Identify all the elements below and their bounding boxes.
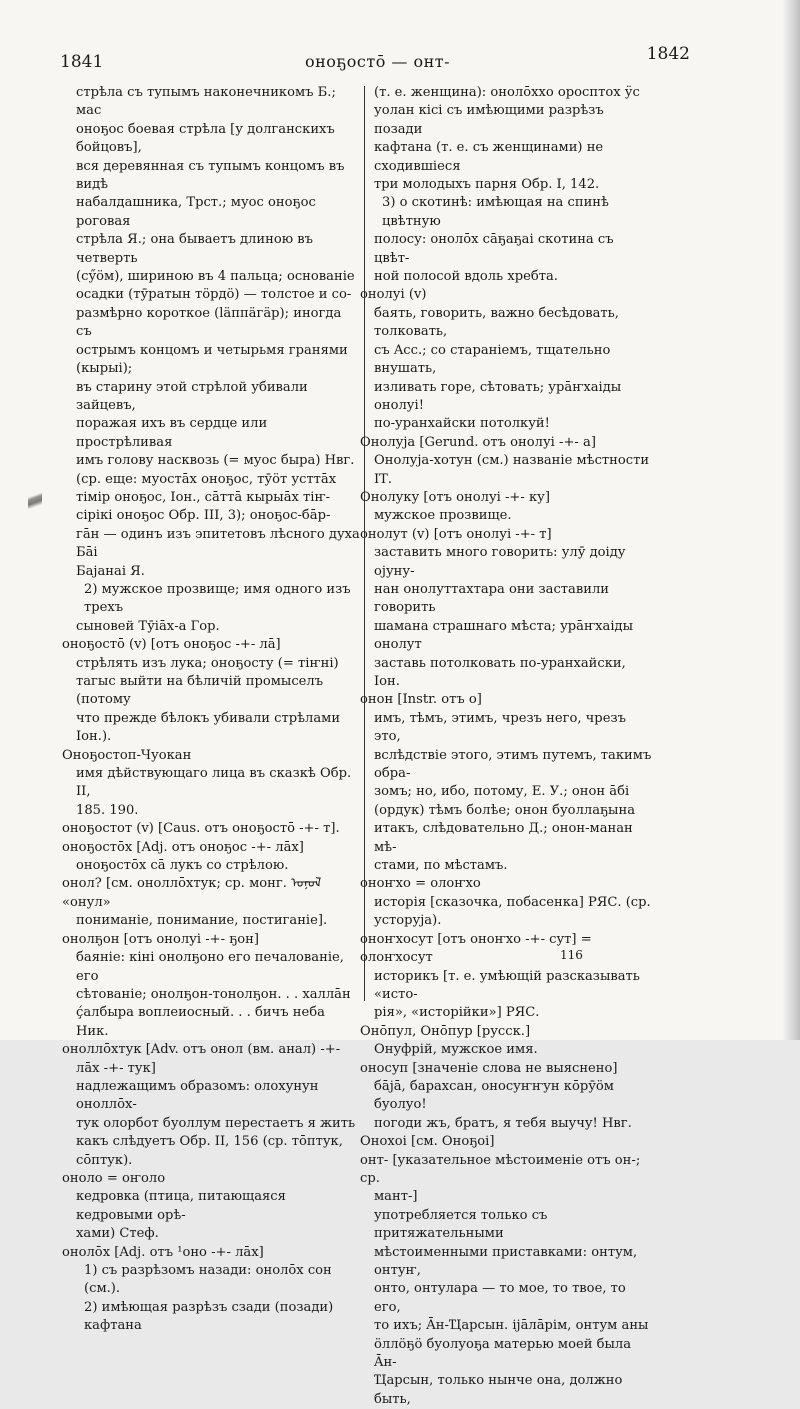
entry-text-line: шамана страшнаго мѣста; урāҥхаіды онолут xyxy=(374,618,633,653)
entry-text-line: стрѣла Я.; она бываетъ длиною въ четверть xyxy=(76,232,313,266)
entry-text-line: лāх -+- тук] xyxy=(76,1060,156,1076)
entry-text-line: историкъ [т. е. умѣющій разсказывать «исто- xyxy=(374,968,640,1002)
entry-text-line: Онолуjа-хотун (см.) названіе мѣстности ІТ. xyxy=(374,453,650,487)
entry-text-line: Баjанаі Я. xyxy=(76,563,145,579)
entry-text-line: сыновей Тӯіāх-а Гор. xyxy=(76,618,220,634)
entry-text-line: исторія [сказочка, побасенка] РЯС. (ср. xyxy=(374,894,651,910)
entry-headword-line: онол? [см. оноллōхтук; ср. монг. ᠣᠨᠤᠯ «онул» xyxy=(62,876,322,910)
entry-text-line: тімір оноҕос, Іон., сāттā кырыāх тіҥ- xyxy=(76,489,331,505)
entry-headword-line: оноҕостōх [Adj. отъ оноҕос -+- лāх] xyxy=(62,839,304,855)
entry-text-line: Онуфрій, мужское имя. xyxy=(374,1042,538,1058)
page-number-right: 1842 xyxy=(646,44,690,64)
entry-text-line: (сӳöм), шириною въ 4 пальца; основаніе xyxy=(76,269,355,285)
entry-text-line: нан онолуттахтара они заставили говорить xyxy=(374,581,609,616)
entry-headword-line: оноҥхосут [отъ оноҥхо -+- сут] = олоҥхосут xyxy=(360,931,592,966)
right-column xyxy=(360,84,652,1409)
entry-text-line: (ордук) тѣмъ болѣе; онон буоллаҕына xyxy=(374,802,635,818)
entry-text-line: тагыс выйти на бѣличій промыселъ (потому xyxy=(76,674,324,708)
entry-text-line: набалдашника, Трст.; муос оноҕос роговая xyxy=(76,195,316,229)
entry-headword-line: Онолуjа [Gerund. отъ онолуі -+- а] xyxy=(360,434,596,450)
entry-text-line: усторуjа). xyxy=(374,913,442,929)
entry-text-line: Ҵарсын, только нынче она, должно быть, xyxy=(374,1373,623,1407)
page-header xyxy=(60,42,690,82)
entry-text-line: поражая ихъ въ сердце или прострѣливая xyxy=(76,416,268,450)
entry-text-line: по-уранхайски потолкуй! xyxy=(374,416,550,432)
entry-text-line: стрѣлять изъ лука; оноҕосту (= тіҥні) xyxy=(76,655,339,671)
entry-text-line: три молодыхъ парня Обр. I, 142. xyxy=(374,177,600,193)
entry-text-line: заставить много говорить: улӯ доіду оjуну- xyxy=(374,545,626,579)
entry-headword-line: оноло = оҥоло xyxy=(62,1170,166,1186)
entry-text-line: ḉалбыра воплеиосный. . . бичъ неба Ник. xyxy=(76,1005,325,1039)
scan-artifact xyxy=(28,488,42,514)
entry-text-line: что прежде бѣлокъ убивали стрѣлами Іон.). xyxy=(76,710,341,745)
entry-text-line: 3) о скотинѣ: имѣющая на спинѣ цвѣтную xyxy=(382,195,609,229)
entry-text-line: стрѣла съ тупымъ наконечникомъ Б.; мас xyxy=(76,85,336,119)
entry-text-line: сōптук). xyxy=(76,1152,133,1168)
entry-text-line: полосу: онолōх сāҕаҕаі скотина съ цвѣт- xyxy=(374,232,614,266)
entry-text-line: 1) съ разрѣзомъ назади: онолōх сон (см.). xyxy=(84,1263,332,1297)
left-column xyxy=(62,84,360,1336)
entry-text-line: мужское прозвище. xyxy=(374,508,512,524)
scan-edge-shadow xyxy=(782,0,800,1040)
entry-text-line: острымъ концомъ и четырьмя гранями (кырыі); xyxy=(76,342,348,377)
entry-headword-line: оноҕостō (v) [отъ оноҕос -+- лā] xyxy=(62,637,281,653)
entry-text-line: мант-] xyxy=(374,1189,418,1205)
entry-text-line: имъ голову насквозь (= муос быра) Нвг. xyxy=(76,453,355,469)
entry-text-line: мѣстоименными приставками: онтум, онтуҥ, xyxy=(374,1244,638,1278)
entry-text-line: 2) имѣющая разрѣзъ сзади (позади) кафтана xyxy=(84,1299,334,1334)
entry-text-line: хами) Стеф. xyxy=(76,1226,159,1242)
entry-headword-line: оносуп [значеніе слова не выяснено] xyxy=(360,1060,618,1076)
entry-headword-line: онолут (v) [отъ онолуі -+- т] xyxy=(360,526,552,542)
entry-text-line: кафтана (т. е. съ женщинами) не сходившіеся xyxy=(374,140,604,174)
entry-text-line: уолан кісі съ имѣющими разрѣзъ позади xyxy=(374,103,604,137)
entry-text-line: баять, говорить, важно бесѣдовать, толковать, xyxy=(374,305,619,340)
entry-text-line: изливать горе, сѣтовать; урāҥхаіды онолуі! xyxy=(374,379,622,413)
entry-text-line: какъ слѣдуетъ Обр. II, 156 (ср. тōптук, xyxy=(76,1134,343,1150)
entry-text-line: (ср. еще: муостāх оноҕос, тӯöт усттāх xyxy=(76,471,337,487)
entry-text-line: стами, по мѣстамъ. xyxy=(374,858,508,874)
entry-text-line: употребляется только съ притяжательными xyxy=(374,1207,548,1242)
entry-text-line: сірікі оноҕос Обр. III, 3); оноҕос-бāр- xyxy=(76,508,331,524)
entry-text-line: размѣрно короткое (läппäгäр); иногда съ xyxy=(76,305,342,340)
entry-text-line: оноҕостōх сā лукъ со стрѣлою. xyxy=(76,858,289,874)
entry-headword-line: оноҥхо = олоҥхо xyxy=(360,876,481,892)
entry-text-line: надлежащимъ образомъ: олохунун оноллōх- xyxy=(76,1078,319,1113)
entry-text-line: онто, онтулара — то мое, то твое, то его, xyxy=(374,1281,626,1315)
folio-number: 116 xyxy=(560,948,583,962)
entry-text-line: рія», «исторійки»] РЯС. xyxy=(374,1005,540,1021)
entry-headword-line: Онолуку [отъ онолуі -+- ку] xyxy=(360,489,550,505)
entry-text-line: вся деревянная съ тупымъ концомъ въ видѣ xyxy=(76,158,345,193)
entry-text-line: погоди жъ, братъ, я тебя выучу! Нвг. xyxy=(374,1115,632,1131)
entry-text-line: осадки (тӯратын тöрдö) — толстое и со- xyxy=(76,287,352,303)
entry-text-line: съ Acc.; со стараніемъ, тщательно внушать, xyxy=(374,342,611,377)
entry-text-line: въ старину этой стрѣлой убивали зайцевъ, xyxy=(76,379,308,413)
entry-text-line: то ихъ; Āн-Ҵарсын. іjāлāрім, онтум аны xyxy=(374,1318,649,1334)
entry-text-line: 2) мужское прозвище; имя одного изъ трехъ xyxy=(84,581,351,616)
entry-text-line: имя дѣйствующаго лица въ сказкѣ Обр. II, xyxy=(76,766,352,800)
entry-text-line: öллöҕö буолуоҕа матерью моей была Āн- xyxy=(374,1336,632,1371)
entry-text-line: (т. е. женщина): онолōххо оросптох ӱс xyxy=(374,85,640,100)
page-number-left: 1841 xyxy=(60,52,104,72)
entry-headword-line: онолуі (v) xyxy=(360,287,427,303)
entry-text-line: оноҕос боевая стрѣла [у долганскихъ бойцовъ], xyxy=(76,121,335,156)
running-title: оноҕостō — онт- xyxy=(305,52,451,71)
entry-text-line: тук олорбот буоллум перестаетъ я жить xyxy=(76,1115,356,1131)
entry-headword-line: онолōх [Adj. отъ ¹оно -+- лāх] xyxy=(62,1244,264,1260)
entry-text-line: гāн — одинъ изъ эпитетовъ лѣсного духа Бāі xyxy=(76,526,360,561)
entry-text-line: пониманіе, понимание, постиганіе]. xyxy=(76,913,328,929)
entry-text-line: баяніе: кіні онолҕоно его печалованіе, его xyxy=(76,950,344,984)
entry-text-line: бājā, барахсан, оносуҥҥун кōрӯöм буолуо! xyxy=(374,1078,614,1113)
entry-text-line: вслѣдствіе этого, этимъ путемъ, такимъ обра- xyxy=(374,747,652,782)
entry-headword-line: оноллōхтук [Adv. отъ онол (вм. анал) -+- xyxy=(62,1042,341,1058)
entry-text-line: имъ, тѣмъ, этимъ, чрезъ него, чрезъ это, xyxy=(374,710,626,745)
entry-headword-line: онолҕон [отъ онолуі -+- ҕон] xyxy=(62,931,259,947)
entry-headword-line: Онохоі [см. Оноҕоі] xyxy=(360,1134,495,1150)
entry-headword-line: оноҕостот (v) [Caus. отъ оноҕостō -+- т]. xyxy=(62,821,340,837)
entry-text-line: кедровка (птица, питающаяся кедровыми орѣ- xyxy=(76,1189,286,1223)
entry-text-line: итакъ, слѣдовательно Д.; онон-манан мѣ- xyxy=(374,821,633,855)
entry-headword-line: онт- [указательное мѣстоименіе отъ он-; ср. xyxy=(360,1152,641,1186)
entry-headword-line: Онōпул, Онōпур [русск.] xyxy=(360,1023,531,1039)
entry-text-line: 185. 190. xyxy=(76,802,139,818)
entry-headword-line: онон [Instr. отъ о] xyxy=(360,692,482,708)
entry-text-line: сѣтованіе; онолҕон-тонолҕон. . . халлāн xyxy=(76,986,351,1002)
entry-text-line: заставь потолковать по-уранхайски, Іон. xyxy=(374,655,626,689)
entry-text-line: ной полосой вдоль хребта. xyxy=(374,269,558,285)
entry-text-line: зомъ; но, ибо, потому, Е. У.; онон āбі xyxy=(374,784,630,800)
entry-headword-line: Оноҕостоп-Чуокан xyxy=(62,747,192,763)
